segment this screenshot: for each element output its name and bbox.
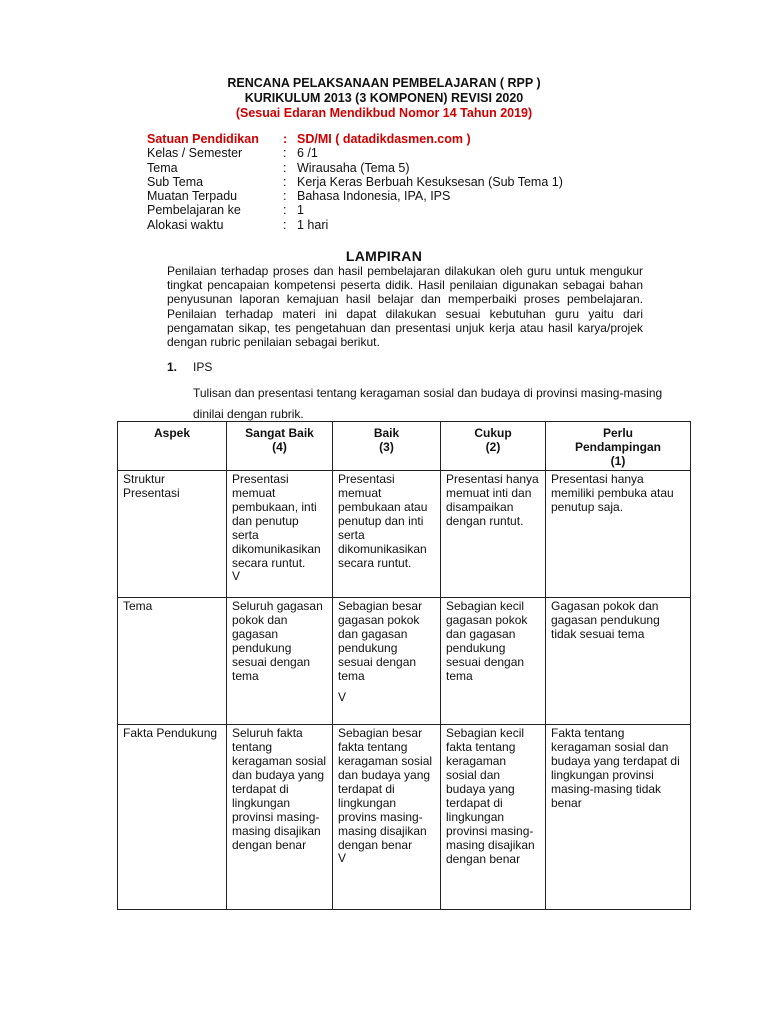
info-label: Sub Tema [147,174,204,189]
info-label: Satuan Pendidikan [147,132,259,146]
check-mark-icon: V [338,690,347,704]
info-value: Wirausaha (Tema 5) [297,160,410,175]
info-value: 1 hari [297,217,329,232]
info-label: Muatan Terpadu [147,189,238,204]
section-title: IPS [193,360,213,374]
header-note: (Sesuai Edaran Mendikbud Nomor 14 Tahun 2019) [235,106,533,120]
cell-score-1: Gagasan pokok dan gagasan pendukung tidak sesuai tema [546,598,691,725]
check-mark-icon: V [232,569,241,583]
info-row-pembelajaran [147,203,563,217]
cell-score-4: Seluruh fakta tentang keragaman sosial dan budaya yang terdapat di lingkungan provinsi masing-masing disajikan dengan benar [227,725,333,910]
info-value: Bahasa Indonesia, IPA, IPS [297,189,451,204]
info-row-subtema [147,175,563,189]
info-sep: : [283,217,287,232]
info-sep: : [283,203,287,218]
document-header [0,76,768,121]
cell-score-2: Sebagian kecil gagasan pokok dan gagasan pendukung sesuai dengan tema [441,598,546,725]
section-number: 1. [167,360,178,374]
info-label: Kelas / Semester [147,146,243,161]
info-value: 6 /1 [297,146,318,161]
info-label: Tema [147,160,178,175]
intro-paragraph: Penilaian terhadap proses dan hasil pembelajaran dilakukan oleh guru untuk mengukur tingkat pencapaian kompetensi peserta didik. Hasil penilaian digunakan sebagai bahan penyusunan laporan kemajuan hasil belajar dan memperbaiki proses pembelajaran. Penilaian terhadap materi ini dapat dilakukan sesuai kebutuhan guru yaitu dari pengamatan sikap, tes pengetahuan dan presentasi unjuk kerja atau hasil karya/projek dengan rubric penilaian sebagai berikut. [167,264,643,350]
cell-score-2: Sebagian kecil fakta tentang keragaman sosial dan budaya yang terdapat di lingkungan provinsi masing-masing disajikan dengan benar [441,725,546,910]
cell-score-4: Presentasi memuat pembukaan, inti dan penutup serta dikomunikasikan secara runtut. V [227,471,333,598]
lampiran-heading: LAMPIRAN [345,248,423,264]
info-row-tema [147,161,563,175]
cell-score-3: Sebagian besar gagasan pokok dan gagasan pendukung sesuai dengan tema V [333,598,441,725]
info-sep: : [283,174,287,189]
section-description: Tulisan dan presentasi tentang keragaman sosial dan budaya di provinsi masing-masing dinilai dengan rubrik. [193,386,663,421]
info-value: 1 [297,203,304,218]
info-sep: : [283,132,288,146]
info-row-satuan [147,132,563,146]
info-value: Kerja Keras Berbuah Kesuksesan (Sub Tema 1) [297,174,563,189]
info-sep: : [283,146,287,161]
cell-score-3: Presentasi memuat pembukaan atau penutup dan inti serta dikomunikasikan secara runtut. [333,471,441,598]
info-value: SD/MI ( datadikdasmen.com ) [297,132,471,146]
info-sep: : [283,189,287,204]
header-baik: Baik (3) [333,422,441,471]
header-curriculum: KURIKULUM 2013 (3 KOMPONEN) REVISI 2020 [244,91,524,105]
cell-score-3: Sebagian besar fakta tentang keragaman sosial dan budaya yang terdapat di lingkungan provins masing-masing disajikan dengan benar V [333,725,441,910]
cell-score-2: Presentasi hanya memuat inti dan disampaikan dengan runtut. [441,471,546,598]
cell-aspek: Tema [118,598,227,725]
header-sangat-baik: Sangat Baik (4) [227,422,333,471]
table-header-row [118,422,691,471]
section-heading [167,360,212,374]
info-label: Alokasi waktu [147,217,224,232]
check-mark-icon: V [338,851,347,865]
info-sep: : [283,160,287,175]
cell-score-4: Seluruh gagasan pokok dan gagasan pendukung sesuai dengan tema [227,598,333,725]
header-perlu-pendampingan: Perlu Pendampingan (1) [546,422,691,471]
table-row [118,598,691,725]
info-row-kelas [147,146,563,160]
cell-aspek: Fakta Pendukung [118,725,227,910]
table-row [118,725,691,910]
identity-block [147,132,563,232]
header-cukup: Cukup (2) [441,422,546,471]
table-row [118,471,691,598]
header-aspek: Aspek [118,422,227,471]
rubric-table [117,421,691,910]
cell-score-1: Fakta tentang keragaman sosial dan budaya yang terdapat di lingkungan provinsi masing-masing tidak benar [546,725,691,910]
info-row-muatan [147,189,563,203]
cell-aspek: Struktur Presentasi [118,471,227,598]
header-title: RENCANA PELAKSANAAN PEMBELAJARAN ( RPP ) [227,76,541,90]
info-label: Pembelajaran ke [147,203,241,218]
cell-score-1: Presentasi hanya memiliki pembuka atau penutup saja. [546,471,691,598]
info-row-alokasi [147,218,563,232]
